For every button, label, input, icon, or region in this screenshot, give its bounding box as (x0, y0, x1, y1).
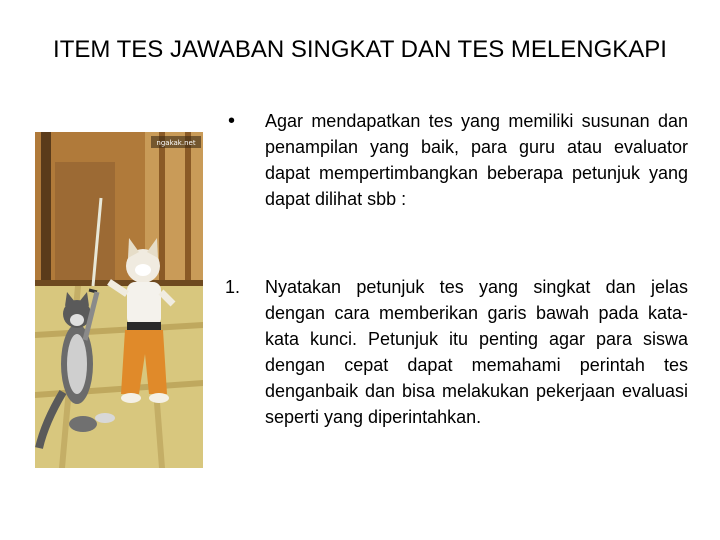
bullet-marker: • (228, 110, 236, 132)
watermark-text: ngakak.net (156, 139, 196, 147)
list-number: 1. (225, 277, 241, 297)
paragraph-intro: Agar mendapatkan tes yang memiliki susunan dan penampilan yang baik, para guru atau evaluator dapat mempertimbangkan beberapa petunjuk yang dapat dilihat sbb : (265, 111, 688, 209)
karate-cats-photo (35, 132, 203, 468)
slide-title: ITEM TES JAWABAN SINGKAT DAN TES MELENGKAPI (53, 36, 667, 63)
paragraph-instruction: Nyatakan petunjuk tes yang singkat dan jelas dengan cara memberikan garis bawah pada kata-kata kunci. Petunjuk itu penting agar para siswa dengan cepat dapat memahami perintah tes denganbaik dan bisa melakukan pekerjaan evaluasi seperti yang diperintahkan. (265, 277, 688, 427)
